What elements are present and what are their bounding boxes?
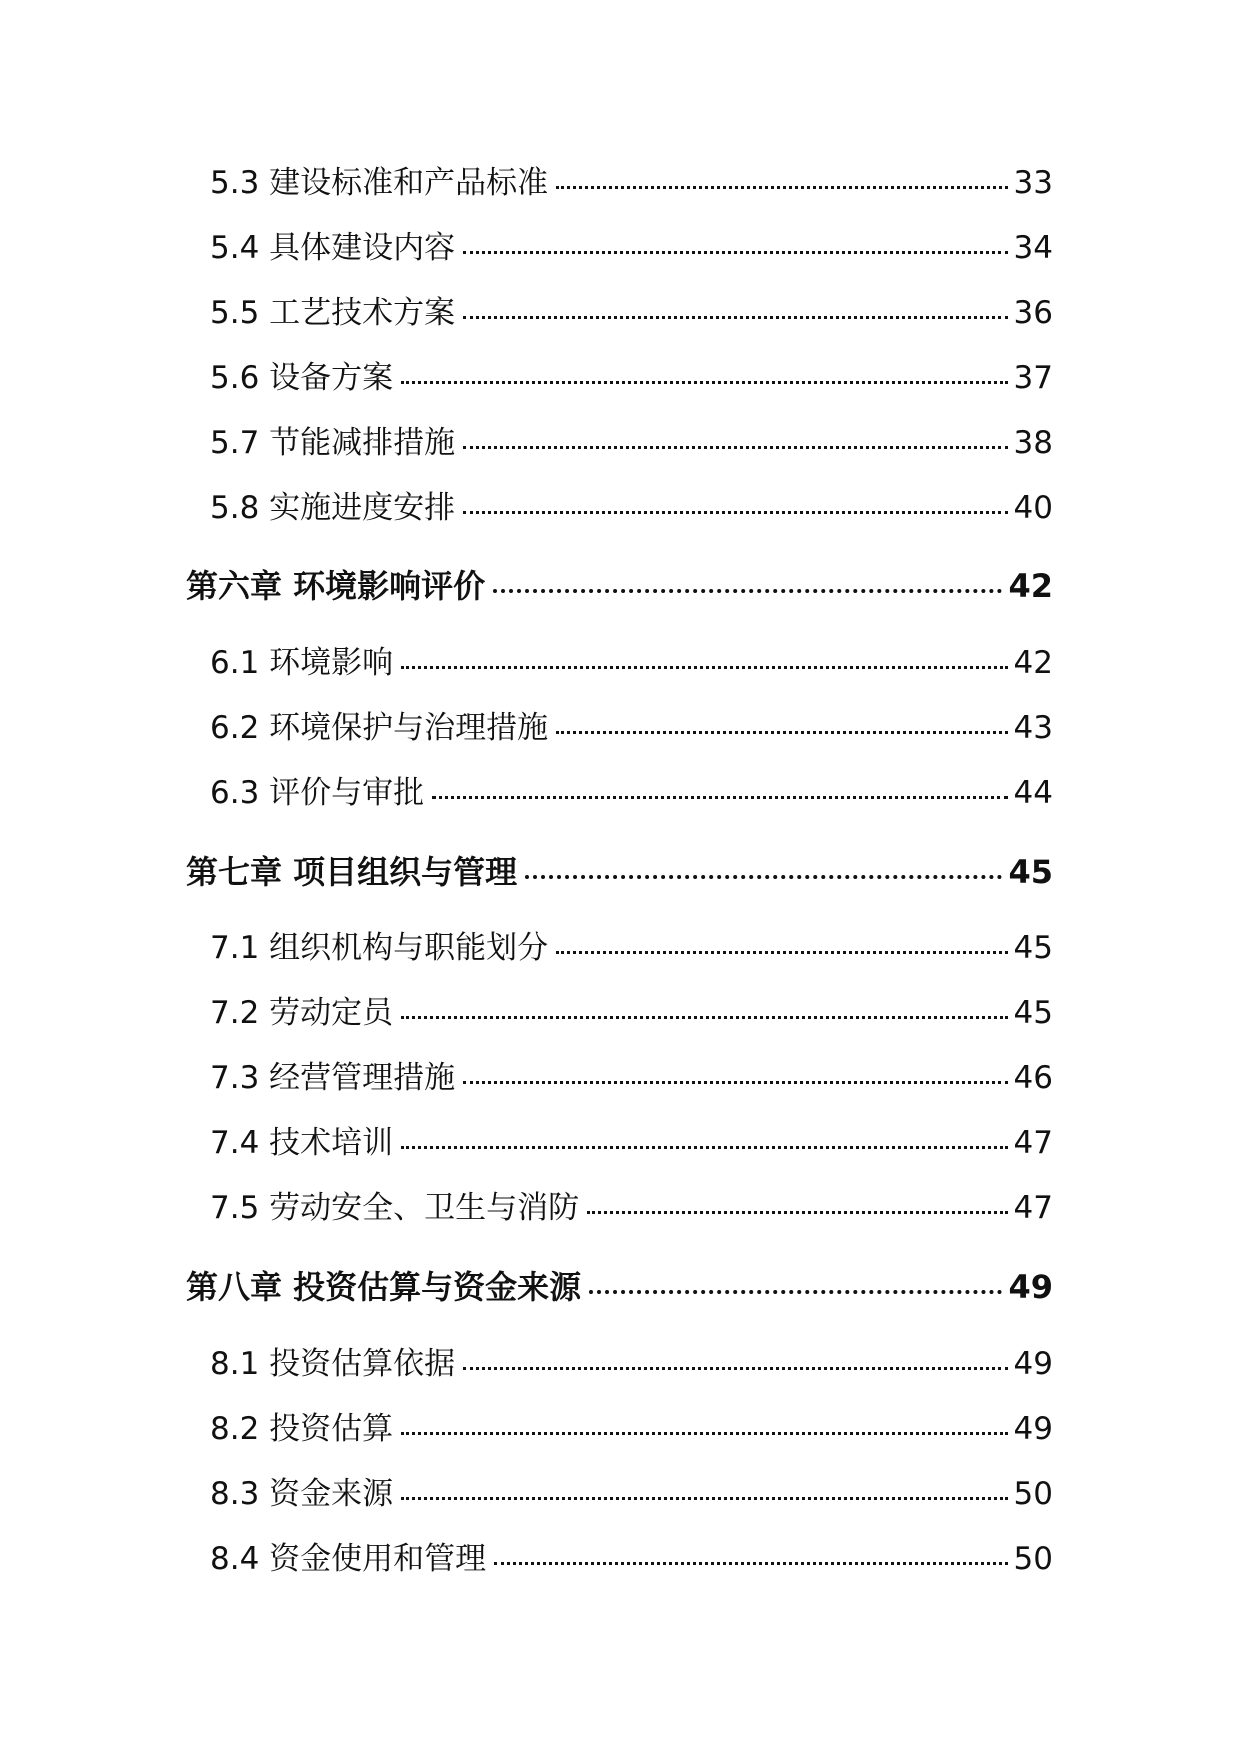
toc-entry-5-4[interactable] — [210, 230, 1053, 266]
toc-entry-label: 5.3 建设标准和产品标准 — [210, 165, 549, 201]
toc-entry-page: 42 — [1013, 645, 1053, 681]
toc-entry-page: 47 — [1013, 1190, 1053, 1226]
toc-entry-page: 49 — [1013, 1411, 1053, 1447]
dot-leader — [589, 1290, 1002, 1294]
dot-leader — [556, 731, 1007, 734]
toc-entry-label: 6.2 环境保护与治理措施 — [210, 710, 549, 746]
toc-entry-label: 5.5 工艺技术方案 — [210, 295, 456, 331]
toc-entry-page: 37 — [1013, 360, 1053, 396]
toc-chapter-label: 第六章 环境影响评价 — [186, 567, 486, 605]
toc-entry-label: 7.2 劳动定员 — [210, 995, 394, 1031]
toc-entry-label: 5.4 具体建设内容 — [210, 230, 456, 266]
toc-chapter-page: 45 — [1008, 853, 1053, 891]
dot-leader — [463, 511, 1007, 514]
toc-entry-label: 8.2 投资估算 — [210, 1411, 394, 1447]
toc-entry-8-1[interactable] — [210, 1346, 1053, 1382]
toc-entry-label: 7.5 劳动安全、卫生与消防 — [210, 1190, 580, 1226]
toc-entry-7-2[interactable] — [210, 995, 1053, 1031]
toc-entry-label: 6.3 评价与审批 — [210, 775, 425, 811]
toc-entry-5-6[interactable] — [210, 360, 1053, 396]
toc-entry-8-4[interactable] — [210, 1541, 1053, 1577]
toc-entry-label: 8.1 投资估算依据 — [210, 1346, 456, 1382]
dot-leader — [401, 1016, 1007, 1019]
toc-entry-page: 50 — [1013, 1476, 1053, 1512]
toc-entry-7-1[interactable] — [210, 930, 1053, 966]
dot-leader — [493, 589, 1002, 593]
toc-entry-6-3[interactable] — [210, 775, 1053, 811]
toc-entry-page: 45 — [1013, 930, 1053, 966]
toc-chapter-7[interactable] — [186, 853, 1053, 891]
toc-entry-page: 44 — [1013, 775, 1053, 811]
toc-entry-page: 47 — [1013, 1125, 1053, 1161]
toc-entry-5-5[interactable] — [210, 295, 1053, 331]
dot-leader — [463, 1367, 1007, 1370]
toc-entry-page: 33 — [1013, 165, 1053, 201]
toc-entry-5-7[interactable] — [210, 425, 1053, 461]
toc-entry-label: 5.8 实施进度安排 — [210, 490, 456, 526]
toc-entry-label: 5.6 设备方案 — [210, 360, 394, 396]
dot-leader — [494, 1562, 1007, 1565]
toc-chapter-page: 42 — [1008, 567, 1053, 605]
toc-entry-page: 50 — [1013, 1541, 1053, 1577]
toc-entry-page: 45 — [1013, 995, 1053, 1031]
dot-leader — [401, 1497, 1007, 1500]
dot-leader — [401, 666, 1007, 669]
toc-chapter-label: 第八章 投资估算与资金来源 — [186, 1268, 582, 1306]
toc-entry-label: 7.4 技术培训 — [210, 1125, 394, 1161]
toc-chapter-page: 49 — [1008, 1268, 1053, 1306]
toc-entry-label: 8.4 资金使用和管理 — [210, 1541, 487, 1577]
toc-entry-page: 49 — [1013, 1346, 1053, 1382]
toc-chapter-6[interactable] — [186, 567, 1053, 605]
dot-leader — [525, 875, 1002, 879]
toc-entry-7-5[interactable] — [210, 1190, 1053, 1226]
toc-entry-5-8[interactable] — [210, 490, 1053, 526]
dot-leader — [401, 1146, 1007, 1149]
toc-entry-page: 46 — [1013, 1060, 1053, 1096]
dot-leader — [463, 446, 1007, 449]
dot-leader — [463, 316, 1007, 319]
toc-entry-page: 34 — [1013, 230, 1053, 266]
dot-leader — [463, 251, 1007, 254]
toc-entry-page: 43 — [1013, 710, 1053, 746]
dot-leader — [401, 1432, 1007, 1435]
toc-entry-5-3[interactable] — [210, 165, 1053, 201]
toc-entry-6-1[interactable] — [210, 645, 1053, 681]
toc-entry-label: 7.3 经营管理措施 — [210, 1060, 456, 1096]
toc-entry-page: 36 — [1013, 295, 1053, 331]
toc-entry-label: 6.1 环境影响 — [210, 645, 394, 681]
toc-entry-label: 7.1 组织机构与职能划分 — [210, 930, 549, 966]
dot-leader — [401, 381, 1007, 384]
toc-entry-8-3[interactable] — [210, 1476, 1053, 1512]
dot-leader — [556, 951, 1007, 954]
toc-entry-8-2[interactable] — [210, 1411, 1053, 1447]
toc-chapter-8[interactable] — [186, 1268, 1053, 1306]
toc-entry-page: 38 — [1013, 425, 1053, 461]
dot-leader — [587, 1211, 1007, 1214]
toc-entry-page: 40 — [1013, 490, 1053, 526]
toc-entry-7-4[interactable] — [210, 1125, 1053, 1161]
toc-entry-7-3[interactable] — [210, 1060, 1053, 1096]
dot-leader — [432, 796, 1007, 799]
toc-entry-label: 5.7 节能减排措施 — [210, 425, 456, 461]
toc-chapter-label: 第七章 项目组织与管理 — [186, 853, 518, 891]
toc-entry-label: 8.3 资金来源 — [210, 1476, 394, 1512]
dot-leader — [463, 1081, 1007, 1084]
dot-leader — [556, 186, 1007, 189]
toc-entry-6-2[interactable] — [210, 710, 1053, 746]
